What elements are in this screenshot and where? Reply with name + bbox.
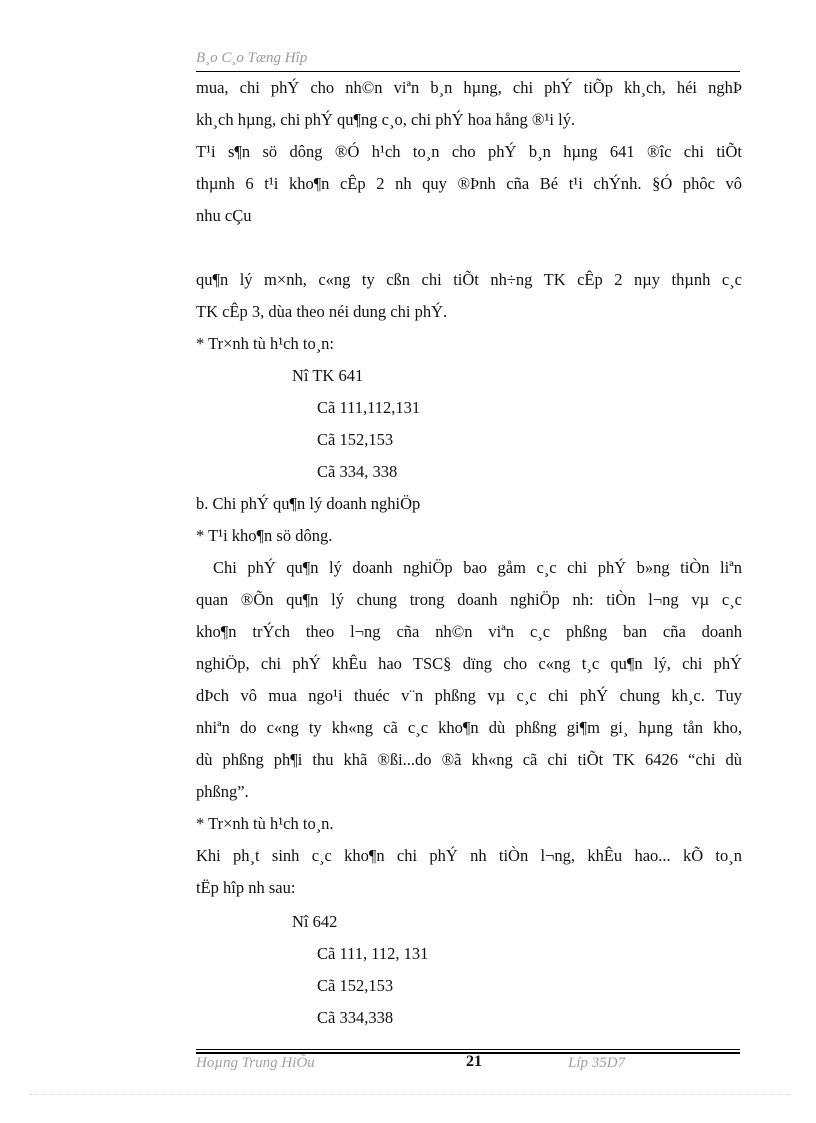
body-line: Cã 111, 112, 131 [317,944,429,963]
body-line: * Tr×nh tù h¹ch to¸n. [196,814,334,833]
footer-author: Hoµng Trung HiÕu [196,1055,315,1071]
body-line: kh¸ch hµng, chi phÝ qu¶ng c¸o, chi phÝ hoa hång ®¹i lý. [196,110,576,129]
body-line: dù phßng ph¶i thu khã ®ßi...do ®ã kh«ng cã chi tiÕt TK 6426 “chi dù [196,750,742,769]
header-title: B¸o C¸o Tæng Hîp [196,50,308,66]
footer-class: Líp 35D7 [568,1055,626,1071]
body-line: phßng”. [196,782,249,801]
body-line: Nî TK 641 [292,366,364,385]
body-line: b. Chi phÝ qu¶n lý doanh nghiÖp [196,494,421,513]
body-line: qu¶n lý m×nh, c«ng ty cßn chi tiÕt nh÷ng TK cÊp 2 nµy thµnh c¸c [196,270,742,289]
body-line: Cã 152,153 [317,976,394,995]
body-line: kho¶n trÝch theo l¬ng cña nh©n viªn c¸c phßng ban cña doanh [196,622,742,641]
body-line: TK cÊp 3, dùa theo néi dung chi phÝ. [196,302,448,321]
page-bottom-divider [30,1094,790,1095]
body-line: Nî 642 [292,912,338,931]
body-line: quan ®Õn qu¶n lý chung trong doanh nghiÖp nh: tiÒn l¬ng vµ c¸c [196,590,742,609]
body-line: Khi ph¸t sinh c¸c kho¶n chi phÝ nh tiÒn l¬ng, khÊu hao... kÕ to¸n [196,846,742,865]
body-line: Cã 111,112,131 [317,398,421,417]
body-line: Cã 334,338 [317,1008,394,1027]
body-line: Cã 334, 338 [317,462,398,481]
page-number: 21 [466,1053,482,1070]
body-line: dÞch vô mua ngo¹i thuéc v¨n phßng vµ c¸c chi phÝ chung kh¸c. Tuy [196,686,742,705]
header-rule [196,71,740,72]
body-line: nhu cÇu [196,206,252,225]
body-line: * Tr×nh tù h¹ch to¸n: [196,334,335,353]
body-line: nghiÖp, chi phÝ khÊu hao TSC§ dïng cho c«ng t¸c qu¶n lý, chi phÝ [196,654,742,673]
body-line: mua, chi phÝ cho nh©n viªn b¸n hµng, chi phÝ tiÕp kh¸ch, héi nghÞ [196,78,742,97]
body-line: Cã 152,153 [317,430,394,449]
body-line: Chi phÝ qu¶n lý doanh nghiÖp bao gåm c¸c chi phÝ b»ng tiÒn liªn [213,558,742,577]
body-line: T¹i s¶n sö dông ®Ó h¹ch to¸n cho phÝ b¸n hµng 641 ®îc chi tiÕt [196,142,742,161]
footer-rule [196,1049,740,1050]
body-line: * T¹i kho¶n sö dông. [196,526,333,545]
body-line: tËp hîp nh sau: [196,878,296,897]
body-line: thµnh 6 t¹i kho¶n cÊp 2 nh quy ®Þnh cña Bé t¹i chÝnh. §Ó phôc vô [196,174,742,193]
body-line: nhiªn do c«ng ty kh«ng cã c¸c kho¶n dù phßng gi¶m gi¸ hµng tån kho, [196,718,742,737]
